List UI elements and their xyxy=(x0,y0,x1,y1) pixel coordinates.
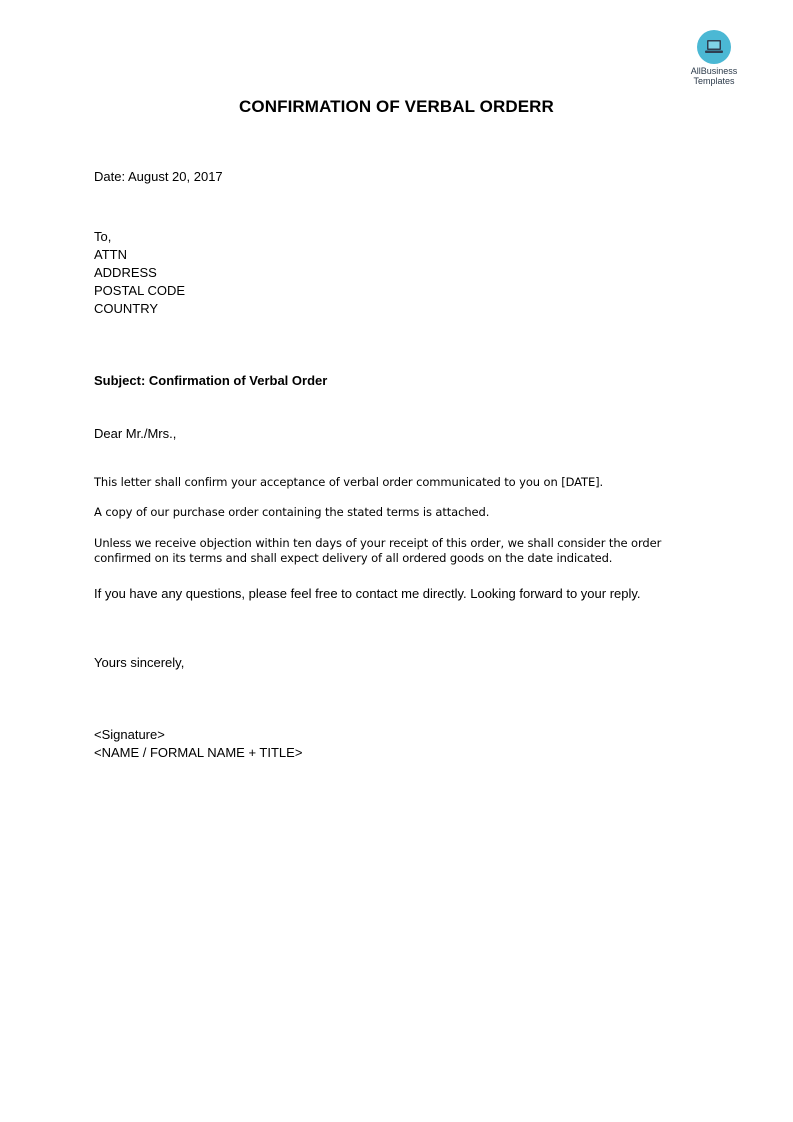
document-title: CONFIRMATION OF VERBAL ORDERR xyxy=(239,97,554,116)
recipient-to: To, xyxy=(94,229,112,244)
body-paragraph-4: If you have any questions, please feel free to contact me directly. Looking forward to your reply. xyxy=(94,586,641,601)
body-paragraph-3-line-2: confirmed on its terms and shall expect delivery of all ordered goods on the date indicated. xyxy=(94,551,613,565)
recipient-country: COUNTRY xyxy=(94,301,159,316)
salutation: Dear Mr./Mrs., xyxy=(94,426,177,441)
body-paragraph-3-line-1: Unless we receive objection within ten days of your receipt of this order, we shall consider the order xyxy=(94,536,662,550)
recipient-attn: ATTN xyxy=(94,247,127,262)
body-paragraph-2: A copy of our purchase order containing the stated terms is attached. xyxy=(94,505,490,519)
laptop-icon xyxy=(697,30,731,64)
date-line: Date: August 20, 2017 xyxy=(94,169,223,184)
logo-text-line2: Templates xyxy=(693,76,735,86)
logo-text-line1: AllBusiness xyxy=(690,66,738,76)
closing: Yours sincerely, xyxy=(94,655,185,670)
recipient-postal-code: POSTAL CODE xyxy=(94,283,186,298)
subject-line: Subject: Confirmation of Verbal Order xyxy=(94,373,328,388)
allbusiness-logo xyxy=(680,30,748,86)
body-paragraph-1: This letter shall confirm your acceptance of verbal order communicated to you on [DATE]. xyxy=(94,475,604,489)
name-title-placeholder: <NAME / FORMAL NAME + TITLE> xyxy=(94,745,303,760)
recipient-address: ADDRESS xyxy=(94,265,157,280)
signature-placeholder: <Signature> xyxy=(94,727,165,742)
